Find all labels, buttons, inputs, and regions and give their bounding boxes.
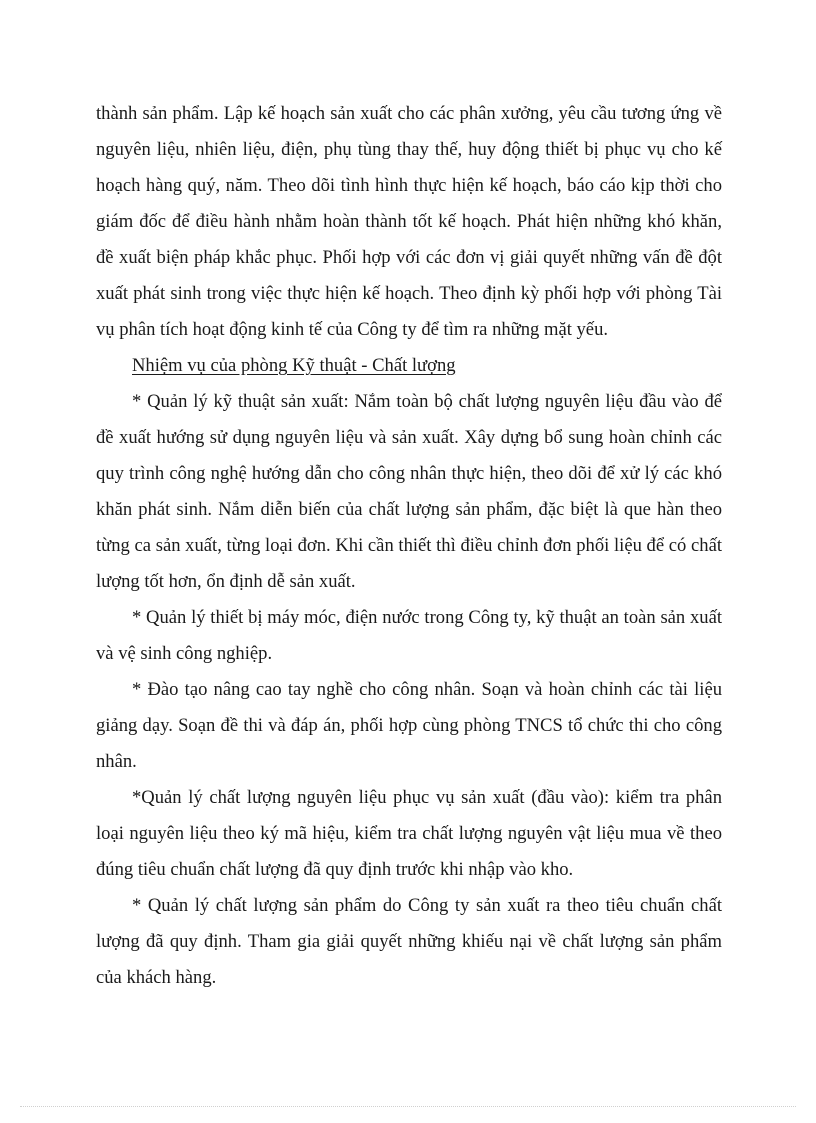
document-body xyxy=(96,96,722,996)
section-heading-technical-quality: Nhiệm vụ của phòng Kỹ thuật - Chất lượng xyxy=(132,355,456,376)
paragraph-planning-duties: thành sản phẩm. Lập kế hoạch sản xuất cho các phân xưởng, yêu cầu tương ứng về nguyên liệu, nhiên liệu, điện, phụ tùng thay thế, huy động thiết bị phục vụ cho kế hoạch hàng quý, năm. Theo dõi tình hình thực hiện kế hoạch, báo cáo kịp thời cho giám đốc để điều hành nhằm hoàn thành tốt kế hoạch. Phát hiện những khó khăn, đề xuất biện pháp khắc phục. Phối hợp với các đơn vị giải quyết những vấn đề đột xuất phát sinh trong việc thực hiện kế hoạch. Theo định kỳ phối hợp với phòng Tài vụ phân tích hoạt động kinh tế của Công ty để tìm ra những mặt yếu. xyxy=(96,103,722,340)
paragraph-training: * Đào tạo nâng cao tay nghề cho công nhân. Soạn và hoàn chỉnh các tài liệu giảng dạy. Soạn đề thi và đáp án, phối hợp cùng phòng TNCS tổ chức thi cho công nhân. xyxy=(96,679,722,772)
paragraph-material-quality: *Quản lý chất lượng nguyên liệu phục vụ sản xuất (đầu vào): kiểm tra phân loại nguyên liệu theo ký mã hiệu, kiểm tra chất lượng nguyên vật liệu mua về theo đúng tiêu chuẩn chất lượng đã quy định trước khi nhập vào kho. xyxy=(96,787,722,880)
paragraph-equipment-management: * Quản lý thiết bị máy móc, điện nước trong Công ty, kỹ thuật an toàn sản xuất và vệ sinh công nghiệp. xyxy=(96,607,722,664)
paragraph-production-technique: * Quản lý kỹ thuật sản xuất: Nắm toàn bộ chất lượng nguyên liệu đầu vào để đề xuất hướng sử dụng nguyên liệu và sản xuất. Xây dựng bổ sung hoàn chỉnh các quy trình công nghệ hướng dẫn cho công nhân thực hiện, theo dõi để xử lý các khó khăn phát sinh. Nắm diễn biến của chất lượng sản phẩm, đặc biệt là que hàn theo từng ca sản xuất, từng loại đơn. Khi cần thiết thì điều chỉnh đơn phối liệu để có chất lượng tốt hơn, ổn định dễ sản xuất. xyxy=(96,391,722,592)
paragraph-product-quality: * Quản lý chất lượng sản phẩm do Công ty sản xuất ra theo tiêu chuẩn chất lượng đã quy định. Tham gia giải quyết những khiếu nại về chất lượng sản phẩm của khách hàng. xyxy=(96,895,722,988)
page-bottom-divider xyxy=(20,1106,796,1107)
